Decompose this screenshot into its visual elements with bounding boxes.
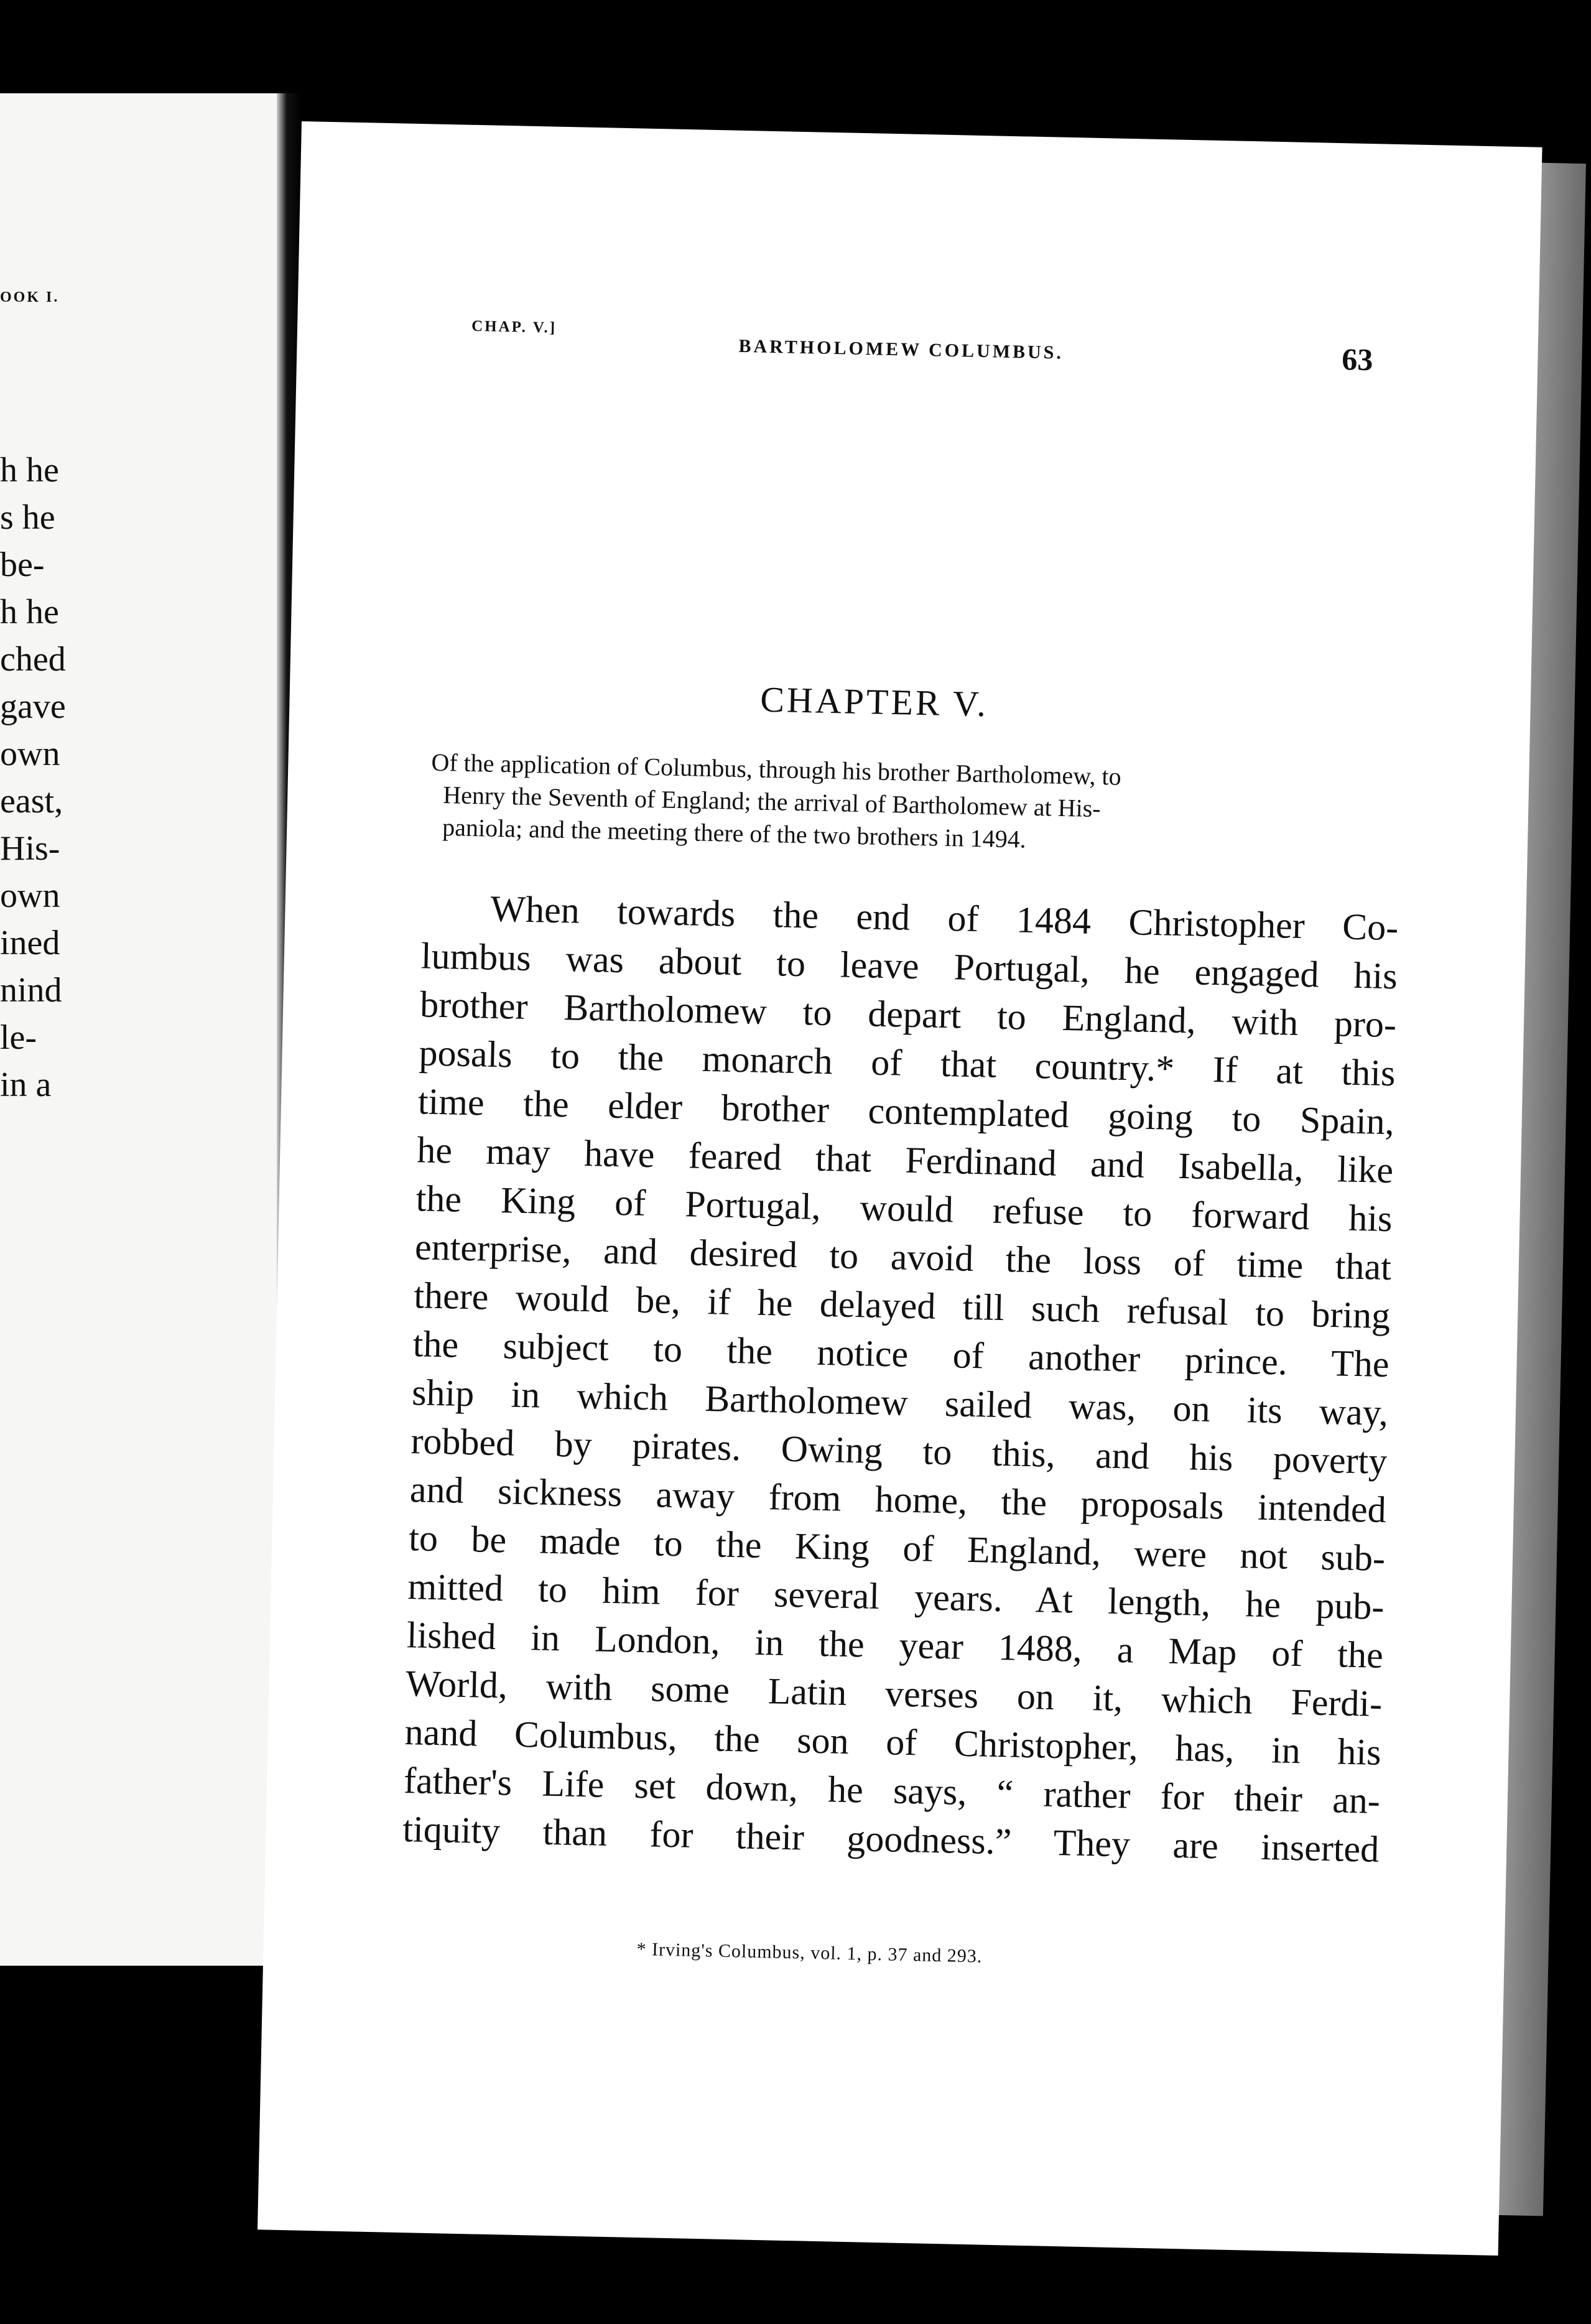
running-head: [471, 312, 1492, 389]
summary-line: Henry the Seventh of England; the arrival of Bartholomew at His-: [442, 781, 1102, 823]
previous-page-line: le-: [0, 1018, 37, 1057]
summary-line: Of the application of Columbus, through his brother Bartholomew, to: [431, 748, 1122, 791]
chapter-title: CHAPTER V.: [759, 679, 989, 725]
previous-page-line: nind: [0, 971, 62, 1010]
previous-page-line: in a: [0, 1066, 52, 1104]
previous-page-line: own: [0, 735, 60, 773]
body-line: lumbus was about to leave Portugal, he engaged his: [420, 935, 1398, 997]
body-line: brother Bartholomew to depart to England, with pro-: [419, 983, 1397, 1046]
body-line: father's Life set down, he says, “ rather for their an-: [403, 1760, 1381, 1821]
body-line: to be made to the King of England, were not sub-: [408, 1517, 1386, 1579]
running-head-title: BARTHOLOMEW COLUMBUS.: [738, 335, 1064, 363]
body-line: mitted to him for several years. At length, he pub-: [407, 1566, 1385, 1627]
body-line: there would be, if he delayed till such refusal to bring: [413, 1275, 1391, 1337]
previous-page-line: gave: [0, 687, 66, 726]
summary-line: paniola; and the meeting there of the two brothers in 1494.: [442, 812, 1027, 853]
body-line: and sickness away from home, the proposals intended: [409, 1469, 1387, 1530]
chapter-summary: [430, 746, 1377, 863]
previous-page-line: h he: [0, 451, 59, 490]
body-line: time the elder brother contemplated going to Spain,: [417, 1081, 1395, 1143]
page-number: 63: [1341, 342, 1373, 378]
previous-page-line: east,: [0, 782, 63, 820]
body-line: ship in which Bartholomew sailed was, on its way,: [411, 1372, 1389, 1434]
previous-page-line: ined: [0, 924, 60, 962]
previous-page-line: be-: [0, 546, 45, 584]
footnote: * Irving's Columbus, vol. 1, p. 37 and 293.: [636, 1938, 983, 1967]
previous-page-line: ched: [0, 640, 66, 679]
body-line: World, with some Latin verses on it, which Ferdi-: [405, 1663, 1383, 1724]
book-page: [257, 121, 1542, 2256]
body-line: robbed by pirates. Owing to this, and his poverty: [410, 1420, 1388, 1482]
body-line: enterprise, and desired to avoid the loss of time that: [414, 1226, 1392, 1288]
body-line: he may have feared that Ferdinand and Isabella, like: [416, 1129, 1394, 1191]
body-text: [402, 883, 1399, 1874]
body-line: posals to the monarch of that country.* If at this: [418, 1032, 1396, 1094]
body-line: nand Columbus, the son of Christopher, has, in his: [404, 1711, 1382, 1773]
body-line: the King of Portugal, would refuse to forward his: [415, 1178, 1393, 1240]
previous-page-lines: [0, 447, 66, 1109]
running-head-chapter: CHAP. V.]: [471, 317, 557, 337]
previous-page-line: own: [0, 876, 60, 915]
previous-page-fragment: [0, 93, 281, 1966]
previous-page-line: s he: [0, 498, 55, 537]
body-line: lished in London, in the year 1488, a Map of the: [406, 1614, 1384, 1676]
previous-page-header: OOK I.: [0, 289, 60, 305]
previous-page-line: h he: [0, 593, 59, 631]
body-line: tiquity than for their goodness.” They are inserted: [402, 1808, 1380, 1870]
previous-page-line: His-: [0, 829, 60, 868]
body-line: When towards the end of 1484 Christopher Co-: [489, 888, 1399, 949]
body-line: the subject to the notice of another prince. The: [412, 1323, 1390, 1385]
